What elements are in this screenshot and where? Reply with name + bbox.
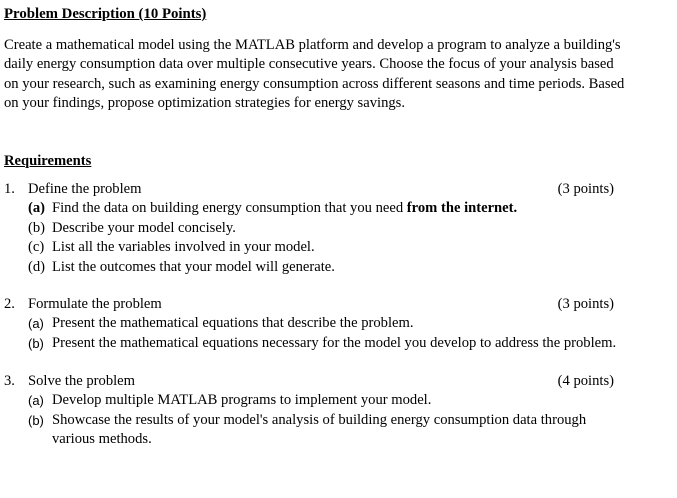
item-bold-text: from the internet.: [406, 200, 518, 217]
item-text: Describe your model concisely.: [52, 219, 236, 236]
list-item: [4, 199, 624, 218]
list-item: [4, 314, 624, 333]
item-label: (c): [28, 239, 45, 256]
item-label: (b): [28, 412, 44, 428]
requirement-section-3: [4, 372, 624, 450]
list-item: [4, 258, 624, 277]
item-text: Present the mathematical equations necessary for the model you develop to address the problem.: [52, 334, 617, 351]
requirements-heading: Requirements: [4, 153, 92, 169]
item-text-continuation: various methods.: [52, 431, 152, 448]
section-header: [4, 295, 624, 314]
item-text: List the outcomes that your model will generate.: [52, 258, 335, 275]
section-points: (3 points): [557, 296, 614, 312]
item-label: (b): [28, 219, 46, 236]
requirement-section-1: [4, 180, 624, 277]
description-line: on your findings, propose optimization strategies for energy savings.: [4, 95, 405, 112]
section-title: Define the problem: [28, 181, 142, 197]
section-points: (3 points): [557, 181, 614, 197]
item-label: (a): [28, 393, 44, 409]
problem-title: Problem Description (10 Points): [4, 6, 207, 22]
description-line: daily energy consumption data over multiple consecutive years. Choose the focus of your analysis based: [4, 56, 614, 73]
section-number: 2.: [4, 296, 15, 312]
problem-description: [4, 36, 669, 114]
section-number: 1.: [4, 181, 15, 197]
item-label: (a): [28, 200, 46, 217]
list-item: [4, 334, 624, 353]
list-item: [4, 238, 624, 257]
list-item: [4, 391, 624, 410]
item-text: Showcase the results of your model's analysis of building energy consumption data through: [52, 411, 587, 428]
section-header: [4, 180, 624, 199]
description-line: on your research, such as examining energy consumption across different seasons and time periods. Based: [4, 75, 625, 92]
item-label: (b): [28, 335, 44, 351]
item-text: Present the mathematical equations that describe the problem.: [52, 315, 414, 332]
section-title: Formulate the problem: [28, 296, 162, 312]
list-item: [4, 411, 624, 450]
item-label: (a): [28, 316, 44, 332]
section-number: 3.: [4, 373, 15, 389]
item-text: Develop multiple MATLAB programs to implement your model.: [52, 392, 432, 409]
section-header: [4, 372, 624, 391]
list-item: [4, 219, 624, 238]
requirement-section-2: [4, 295, 624, 353]
item-text: List all the variables involved in your model.: [52, 239, 315, 256]
item-text: Find the data on building energy consumption that you need: [52, 200, 407, 217]
item-label: (d): [28, 258, 46, 275]
section-points: (4 points): [557, 373, 614, 389]
section-title: Solve the problem: [28, 373, 136, 389]
description-line: Create a mathematical model using the MATLAB platform and develop a program to analyze a building's: [4, 37, 621, 53]
